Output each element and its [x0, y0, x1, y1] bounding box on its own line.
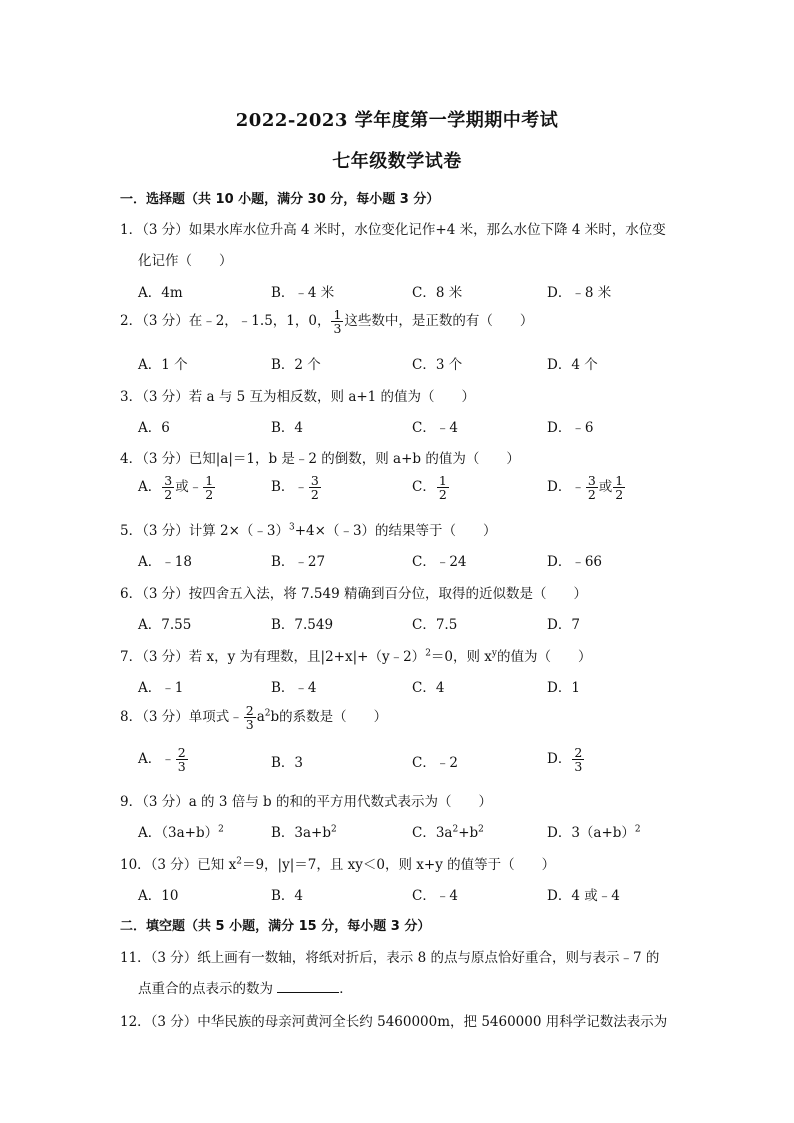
option-c: C．﹣4	[412, 888, 458, 904]
option-d: D．1	[547, 680, 580, 696]
option-d: D．4 个	[547, 357, 598, 373]
option-c: C．4	[412, 680, 445, 696]
option-a: A．$(3a+b)^2$	[138, 824, 224, 841]
question-3: 3．（3 分）若 a 与 5 互为相反数，则 a+1 的值为（ ）	[120, 389, 476, 405]
option-c: C．﹣4	[412, 420, 458, 436]
option-a: A．7.55	[138, 617, 192, 633]
option-b: B．﹣ $\frac{3}{2}$	[271, 473, 319, 503]
option-c: C．8 米	[412, 285, 463, 301]
question-12: 12．（3 分）中华民族的母亲河黄河全长约 5460000m，把 5460000 用科学记数法表示为	[120, 1014, 668, 1030]
section-choice-heading: 一．选择题（共 10 小题，满分 30 分，每小题 3 分）	[120, 192, 440, 207]
option-c: C．﹣2	[412, 755, 458, 771]
option-b: B．$3a+b^2$	[271, 824, 337, 841]
option-b: B．﹣27	[271, 554, 326, 570]
option-d: D．﹣6	[547, 420, 594, 436]
question-11: 11．（3 分）纸上画有一数轴，将纸对折后，表示 8 的点与原点恰好重合，则与表示﹣7 的	[120, 950, 660, 966]
option-c: C．7.5	[412, 617, 458, 633]
question-2: 2．（3 分）在﹣2，﹣1.5，1，0， $\frac{1}{3}$ 这些数中，是正数的有（ ）	[120, 307, 534, 337]
option-b: B．﹣4	[271, 680, 317, 696]
option-a: A．4m	[138, 285, 183, 301]
exam-subtitle: 七年级数学试卷	[332, 151, 462, 172]
option-d: D．﹣ $\frac{3}{2}$ 或 $\frac{1}{2}$	[547, 473, 624, 503]
question-10: 10．（3 分）已知 $x^2=9$，|y|＝7，且 xy＜0，则 x+y 的值等于（ ）	[120, 856, 556, 873]
answer-blank	[277, 981, 339, 993]
question-8: 8．（3 分）单项式﹣ $\frac{2}{3}$ $a^2b$的系数是（ ）	[120, 703, 388, 733]
option-d: D．4 或﹣4	[547, 888, 620, 904]
option-b: B．3	[271, 755, 304, 771]
section-fill-heading: 二．填空题（共 5 小题，满分 15 分，每小题 3 分）	[120, 919, 431, 934]
question-1-cont: 化记作（ ）	[138, 253, 233, 269]
option-c: C．3 个	[412, 357, 463, 373]
option-a: A．10	[138, 888, 179, 904]
question-11-cont: 点重合的点表示的数为 ．	[138, 981, 353, 997]
option-c: C．﹣24	[412, 554, 467, 570]
option-b: B．﹣4 米	[271, 285, 335, 301]
option-d: D．$3(a+b)^2$	[547, 824, 641, 841]
option-a: A．﹣1	[138, 680, 184, 696]
option-a: A．﹣18	[138, 554, 192, 570]
question-6: 6．（3 分）按四舍五入法，将 7.549 精确到百分位，取得的近似数是（ ）	[120, 586, 587, 602]
question-9: 9．（3 分）a 的 3 倍与 b 的和的平方用代数式表示为（ ）	[120, 794, 492, 810]
question-5: 5．（3 分）计算 2×（﹣3）$^3$+4×（﹣3）的结果等于（ ）	[120, 522, 497, 539]
option-d: D． $\frac{2}{3}$	[547, 745, 583, 775]
exam-title: 2022-2023 学年度第一学期期中考试	[235, 110, 559, 131]
question-4: 4．（3 分）已知|a|＝1，b 是﹣2 的倒数，则 a+b 的值为（ ）	[120, 451, 520, 467]
option-a: A．1 个	[138, 357, 188, 373]
option-a: A． $\frac{3}{2}$ 或﹣ $\frac{1}{2}$	[138, 473, 214, 503]
option-d: D．﹣8 米	[547, 285, 612, 301]
option-b: B．4	[271, 888, 304, 904]
option-b: B．2 个	[271, 357, 321, 373]
option-d: D．7	[547, 617, 580, 633]
question-7: 7．（3 分）若 x，y 为有理数，且|2+x|+（y﹣2）$^2$＝0，则 $x^y$的值为（ ）	[120, 648, 592, 665]
option-c: C． $\frac{1}{2}$	[412, 473, 447, 503]
option-a: A．﹣ $\frac{2}{3}$	[138, 745, 186, 775]
question-1: 1．（3 分）如果水库水位升高 4 米时，水位变化记作+4 米，那么水位下降 4 米时，水位变	[120, 222, 666, 238]
option-d: D．﹣66	[547, 554, 603, 570]
option-a: A．6	[138, 420, 170, 436]
fraction: $\frac{1}{3}$	[333, 307, 342, 337]
option-b: B．7.549	[271, 617, 334, 633]
option-c: C．$3a^2+b^2$	[412, 824, 484, 841]
option-b: B．4	[271, 420, 304, 436]
